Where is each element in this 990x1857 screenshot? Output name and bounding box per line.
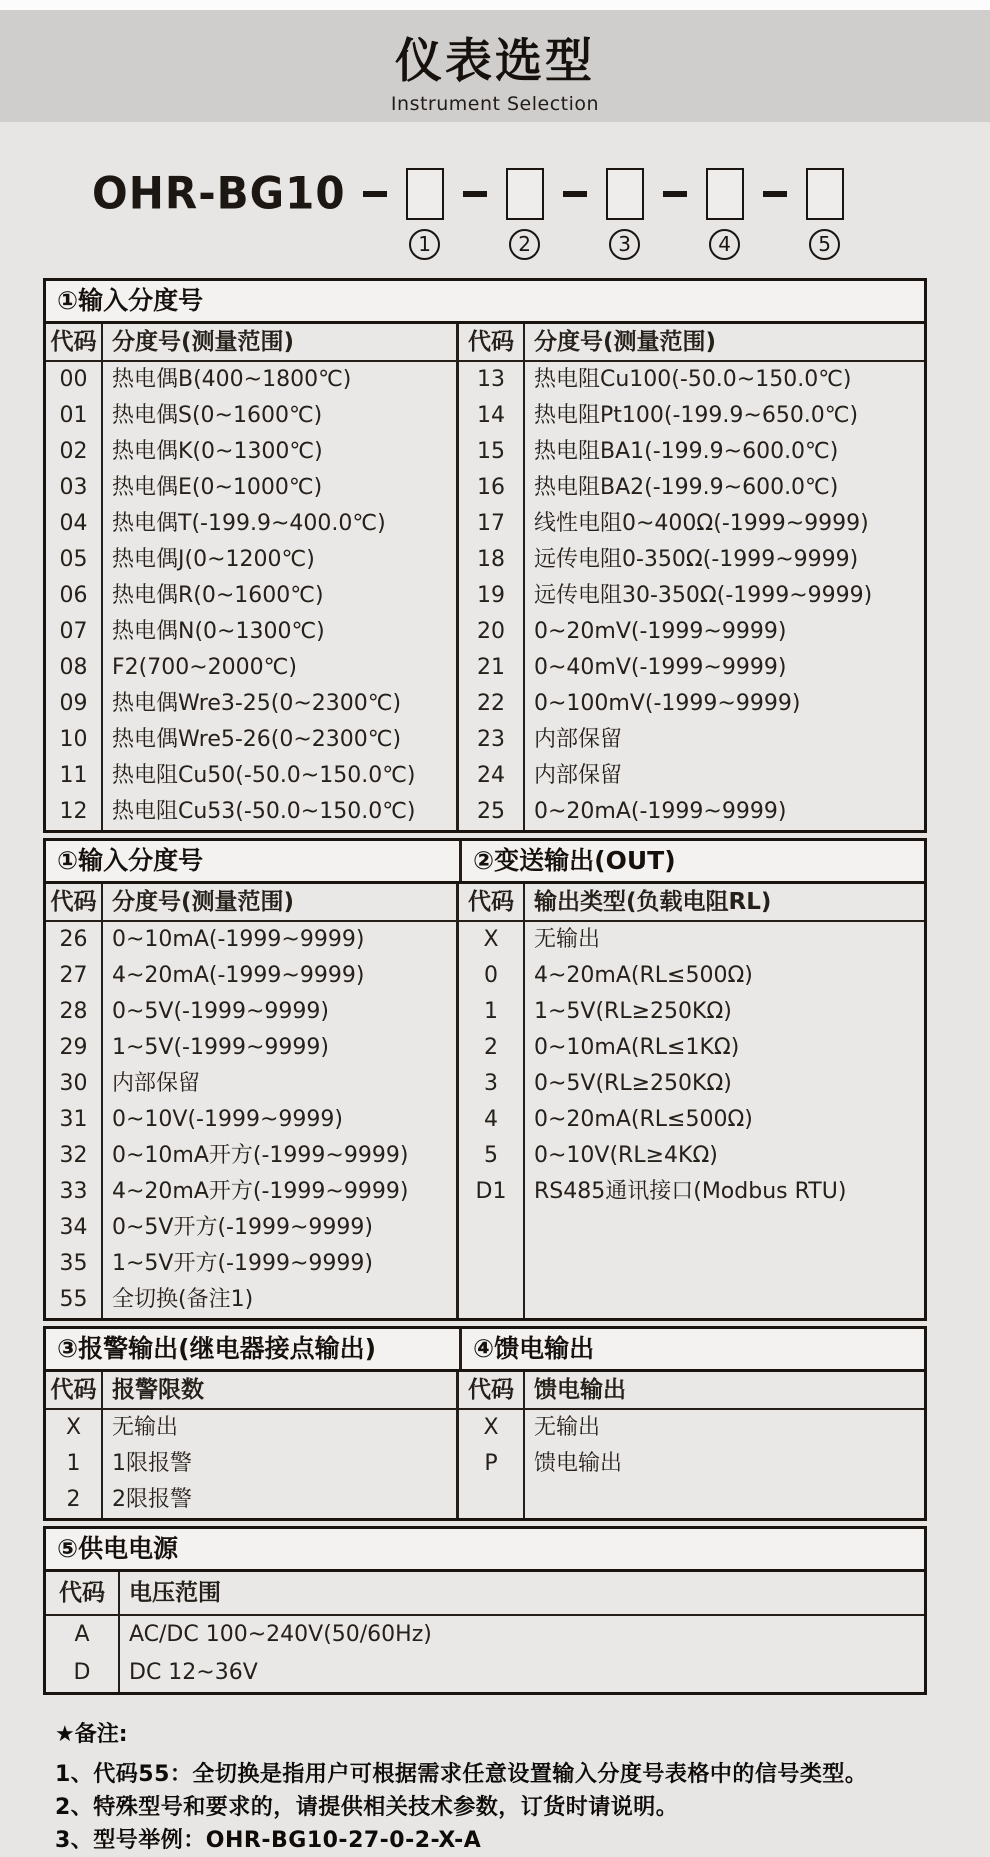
row-desc: 无输出	[112, 1415, 179, 1440]
table1-section-header	[46, 281, 924, 324]
section-title-input: ①输入分度号	[46, 841, 462, 881]
column-header-desc: 分度号(测量范围)	[112, 329, 295, 355]
table-row	[46, 1410, 456, 1446]
row-desc: 0~20mA(RL≤500Ω)	[534, 1107, 753, 1132]
row-code: 13	[477, 367, 505, 392]
table-row	[46, 1446, 456, 1482]
table-row	[459, 794, 924, 830]
table-row	[459, 922, 924, 958]
row-code: D	[73, 1660, 91, 1685]
row-code: 16	[477, 475, 505, 500]
row-code: D1	[475, 1179, 507, 1204]
column-header-desc: 报警限数	[112, 1377, 204, 1403]
row-desc: 1~5V(RL≥250KΩ)	[534, 999, 732, 1024]
row-code: 2	[484, 1035, 498, 1060]
table3-left-columns	[46, 1372, 459, 1518]
row-code: 23	[477, 727, 505, 752]
table2-body	[46, 884, 924, 1318]
row-code: 1	[66, 1451, 81, 1476]
section-title-feed: ④馈电输出	[473, 1334, 595, 1363]
row-desc: 内部保留	[112, 1071, 201, 1096]
row-desc: 热电偶Wre5-26(0~2300℃)	[112, 727, 402, 752]
table-row	[46, 362, 456, 398]
table-row	[46, 1246, 456, 1282]
row-code: 22	[477, 691, 505, 716]
row-desc: 4~20mA(RL≤500Ω)	[534, 963, 753, 988]
row-desc: 1~5V开方(-1999~9999)	[112, 1251, 373, 1276]
column-header-desc: 电压范围	[129, 1580, 221, 1606]
row-code: 15	[477, 439, 505, 464]
table3-right-columns	[459, 1372, 924, 1518]
code-box-1	[406, 168, 444, 220]
table-row	[459, 398, 924, 434]
row-code: 28	[59, 999, 88, 1024]
table-input-graduation-1	[43, 278, 927, 833]
section-title-output: ②变送输出(OUT)	[473, 846, 676, 875]
table-row	[459, 362, 924, 398]
model-slot-1	[404, 168, 446, 260]
table-row	[46, 578, 456, 614]
model-slot-2	[504, 168, 546, 260]
row-desc: 0~20mV(-1999~9999)	[534, 619, 787, 644]
table-row	[459, 958, 924, 994]
table-row	[459, 1066, 924, 1102]
table-row	[46, 1654, 924, 1692]
row-desc: 远传电阻30-350Ω(-1999~9999)	[534, 583, 873, 608]
row-code: 4	[484, 1107, 498, 1132]
table-row	[459, 578, 924, 614]
row-desc: 热电偶K(0~1300℃)	[112, 439, 323, 464]
row-code: 32	[59, 1143, 88, 1168]
column-header-code: 代码	[50, 329, 97, 355]
row-code: 34	[59, 1215, 88, 1240]
section-title: ①输入分度号	[57, 286, 204, 315]
table-row	[46, 650, 456, 686]
table4-body	[46, 1572, 924, 1692]
table-row	[459, 470, 924, 506]
table-row	[459, 758, 924, 794]
table-row	[46, 434, 456, 470]
column-header-code: 代码	[468, 1377, 514, 1403]
table-row	[46, 1138, 456, 1174]
row-code: 10	[59, 727, 88, 752]
row-desc: 热电阻Cu50(-50.0~150.0℃)	[112, 763, 416, 788]
table-row	[46, 614, 456, 650]
row-desc: 0~10V(-1999~9999)	[112, 1107, 343, 1132]
row-desc: 远传电阻0-350Ω(-1999~9999)	[534, 547, 859, 572]
table1-left-rows	[46, 362, 456, 830]
column-header-code: 代码	[59, 1580, 105, 1606]
row-desc: DC 12~36V	[129, 1660, 258, 1685]
table1-left-columns	[46, 324, 459, 830]
row-desc: 0~5V开方(-1999~9999)	[112, 1215, 373, 1240]
remarks	[55, 1717, 990, 1857]
table-row	[46, 398, 456, 434]
row-desc: 0~10mA(-1999~9999)	[112, 927, 365, 952]
code-box-3	[606, 168, 644, 220]
row-code: 14	[477, 403, 505, 428]
row-desc: 全切换(备注1)	[112, 1287, 254, 1312]
row-code: 18	[477, 547, 505, 572]
position-circle-4: 4	[709, 229, 740, 260]
table-row	[46, 1102, 456, 1138]
column-header-row	[459, 1372, 924, 1410]
row-desc: 1限报警	[112, 1451, 192, 1476]
table-power-supply	[43, 1526, 927, 1695]
row-code: 02	[59, 439, 88, 464]
row-code: X	[483, 1415, 499, 1440]
table-row	[46, 506, 456, 542]
table3-right-rows	[459, 1410, 924, 1482]
table-row	[459, 434, 924, 470]
position-circle-2: 2	[509, 229, 540, 260]
row-desc: 热电偶T(-199.9~400.0℃)	[112, 511, 386, 536]
position-circle-3: 3	[609, 229, 640, 260]
row-desc: 无输出	[534, 927, 601, 952]
row-code: 55	[59, 1287, 88, 1312]
table-row	[459, 686, 924, 722]
table-row	[46, 922, 456, 958]
column-header-desc: 馈电输出	[534, 1377, 626, 1403]
row-code: 04	[59, 511, 88, 536]
row-desc: 热电偶E(0~1000℃)	[112, 475, 323, 500]
row-code: 33	[59, 1179, 88, 1204]
code-box-2	[506, 168, 544, 220]
table1-right-columns	[459, 324, 924, 830]
column-header-desc: 分度号(测量范围)	[534, 329, 717, 355]
dash-separator	[563, 191, 587, 197]
row-code: 27	[59, 963, 88, 988]
row-desc: 热电阻BA1(-199.9~600.0℃)	[534, 439, 839, 464]
row-desc: 馈电输出	[534, 1451, 623, 1476]
row-desc: 热电阻Cu53(-50.0~150.0℃)	[112, 799, 416, 824]
row-code: 30	[59, 1071, 88, 1096]
row-desc: 0~10V(RL≥4KΩ)	[534, 1143, 718, 1168]
table-row	[459, 542, 924, 578]
column-header-code: 代码	[468, 889, 514, 915]
table2-left-rows	[46, 922, 456, 1318]
table-row	[459, 1102, 924, 1138]
row-code: 1	[484, 999, 498, 1024]
row-desc: 热电偶B(400~1800℃)	[112, 367, 352, 392]
table4-columns	[46, 1572, 924, 1692]
table-row	[46, 1210, 456, 1246]
position-circle-5: 5	[809, 229, 840, 260]
column-header-code: 代码	[50, 1377, 97, 1403]
remark-item-3: 3、型号举例：OHR-BG10-27-0-2-X-A	[55, 1828, 482, 1853]
table-alarm-and-feed-output	[43, 1326, 927, 1521]
table-row	[46, 758, 456, 794]
table-row	[46, 1616, 924, 1654]
table-row	[46, 1066, 456, 1102]
model-slot-5	[804, 168, 846, 260]
row-code: 11	[59, 763, 88, 788]
row-desc: 4~20mA开方(-1999~9999)	[112, 1179, 409, 1204]
row-code: 3	[484, 1071, 498, 1096]
column-header-row	[46, 1372, 456, 1410]
row-desc: 热电阻Pt100(-199.9~650.0℃)	[534, 403, 859, 428]
table-row	[46, 1482, 456, 1518]
table-row	[459, 994, 924, 1030]
table-row	[459, 1030, 924, 1066]
row-code: 35	[59, 1251, 88, 1276]
row-desc: 热电偶R(0~1600℃)	[112, 583, 324, 608]
table-row	[46, 794, 456, 830]
table-row	[459, 722, 924, 758]
row-code: 31	[59, 1107, 88, 1132]
table2-left-columns	[46, 884, 459, 1318]
remarks-title: ★备注:	[55, 1722, 128, 1747]
row-code: 17	[477, 511, 505, 536]
table3-left-rows	[46, 1410, 456, 1518]
page-subtitle: Instrument Selection	[390, 93, 600, 115]
table-row	[459, 650, 924, 686]
row-desc: 0~5V(-1999~9999)	[112, 999, 329, 1024]
row-desc: 2限报警	[112, 1487, 192, 1512]
row-code: 24	[477, 763, 505, 788]
row-code: 08	[59, 655, 88, 680]
row-code: 2	[66, 1487, 81, 1512]
section-title-alarm: ③报警输出(继电器接点输出)	[46, 1329, 462, 1369]
column-header-desc: 输出类型(负载电阻RL)	[534, 889, 772, 915]
model-code-diagram	[92, 168, 990, 278]
row-desc: 热电阻BA2(-199.9~600.0℃)	[534, 475, 839, 500]
row-desc: AC/DC 100~240V(50/60Hz)	[129, 1622, 432, 1647]
row-code: 00	[59, 367, 88, 392]
row-desc: F2(700~2000℃)	[112, 655, 297, 680]
row-code: 19	[477, 583, 505, 608]
row-code: 03	[59, 475, 88, 500]
row-desc: 热电阻Cu100(-50.0~150.0℃)	[534, 367, 852, 392]
row-desc: 线性电阻0~400Ω(-1999~9999)	[534, 511, 869, 536]
table1-right-rows	[459, 362, 924, 830]
row-desc: 内部保留	[534, 727, 623, 752]
page-header	[0, 10, 990, 122]
section-title-power: ⑤供电电源	[57, 1534, 179, 1563]
row-desc: 0~40mV(-1999~9999)	[534, 655, 787, 680]
model-prefix: OHR-BG10	[92, 167, 346, 220]
table-row	[46, 958, 456, 994]
table-row	[459, 1446, 924, 1482]
column-header-row	[46, 1572, 924, 1616]
row-desc: 0~10mA开方(-1999~9999)	[112, 1143, 409, 1168]
table-row	[46, 1282, 456, 1318]
dash-separator	[663, 191, 687, 197]
row-desc: 0~100mV(-1999~9999)	[534, 691, 801, 716]
row-code: 06	[59, 583, 88, 608]
dash-separator	[363, 191, 387, 197]
code-box-5	[806, 168, 844, 220]
row-desc: RS485通讯接口(Modbus RTU)	[534, 1179, 847, 1204]
row-code: 05	[59, 547, 88, 572]
dash-separator	[763, 191, 787, 197]
column-header-row	[46, 884, 456, 922]
code-box-4	[706, 168, 744, 220]
column-header-row	[459, 324, 924, 362]
table-row	[46, 1174, 456, 1210]
row-desc: 内部保留	[534, 763, 623, 788]
row-code: 25	[477, 799, 505, 824]
table-row	[459, 1138, 924, 1174]
column-header-desc: 分度号(测量范围)	[112, 889, 295, 915]
table1-body	[46, 324, 924, 830]
table4-rows	[46, 1616, 924, 1692]
table-row	[46, 686, 456, 722]
model-slot-4	[704, 168, 746, 260]
row-desc: 4~20mA(-1999~9999)	[112, 963, 365, 988]
row-code: 0	[484, 963, 498, 988]
table2-right-columns	[459, 884, 924, 1318]
row-code: X	[483, 927, 499, 952]
top-strip	[0, 0, 990, 10]
row-desc: 无输出	[534, 1415, 601, 1440]
row-code: 01	[59, 403, 88, 428]
row-desc: 热电偶J(0~1200℃)	[112, 547, 315, 572]
table-row	[46, 470, 456, 506]
table3-body	[46, 1372, 924, 1518]
row-desc: 0~20mA(-1999~9999)	[534, 799, 787, 824]
table-row	[459, 1174, 924, 1210]
table3-section-header	[46, 1329, 924, 1372]
table-row	[459, 1410, 924, 1446]
column-header-row	[459, 884, 924, 922]
row-desc: 0~10mA(RL≤1KΩ)	[534, 1035, 740, 1060]
column-header-code: 代码	[50, 889, 97, 915]
column-header-code: 代码	[468, 329, 514, 355]
table-row	[46, 542, 456, 578]
row-desc: 热电偶S(0~1600℃)	[112, 403, 323, 428]
row-code: P	[484, 1451, 498, 1476]
table2-right-rows	[459, 922, 924, 1210]
table-row	[46, 1030, 456, 1066]
table-row	[46, 994, 456, 1030]
column-header-row	[46, 324, 456, 362]
model-slot-3	[604, 168, 646, 260]
row-code: 21	[477, 655, 505, 680]
table4-section-header	[46, 1529, 924, 1572]
row-desc: 热电偶N(0~1300℃)	[112, 619, 325, 644]
table-row	[459, 614, 924, 650]
row-desc: 1~5V(-1999~9999)	[112, 1035, 329, 1060]
table-row	[46, 722, 456, 758]
remark-item-1: 1、代码55：全切换是指用户可根据需求任意设置输入分度号表格中的信号类型。	[55, 1762, 868, 1787]
table-input-graduation-2-and-output	[43, 838, 927, 1321]
row-desc: 热电偶Wre3-25(0~2300℃)	[112, 691, 402, 716]
table-row	[459, 506, 924, 542]
row-code: X	[65, 1415, 82, 1440]
row-code: 09	[59, 691, 88, 716]
row-code: 20	[477, 619, 505, 644]
page-title: 仪表选型	[395, 34, 595, 89]
remark-item-2: 2、特殊型号和要求的，请提供相关技术参数，订货时请说明。	[55, 1795, 679, 1820]
dash-separator	[463, 191, 487, 197]
row-code: 29	[59, 1035, 88, 1060]
row-desc: 0~5V(RL≥250KΩ)	[534, 1071, 732, 1096]
row-code: 26	[59, 927, 88, 952]
row-code: 07	[59, 619, 88, 644]
row-code: 5	[484, 1143, 498, 1168]
row-code: 12	[59, 799, 88, 824]
table2-section-header	[46, 841, 924, 884]
row-code: A	[74, 1622, 90, 1647]
position-circle-1: 1	[409, 229, 440, 260]
